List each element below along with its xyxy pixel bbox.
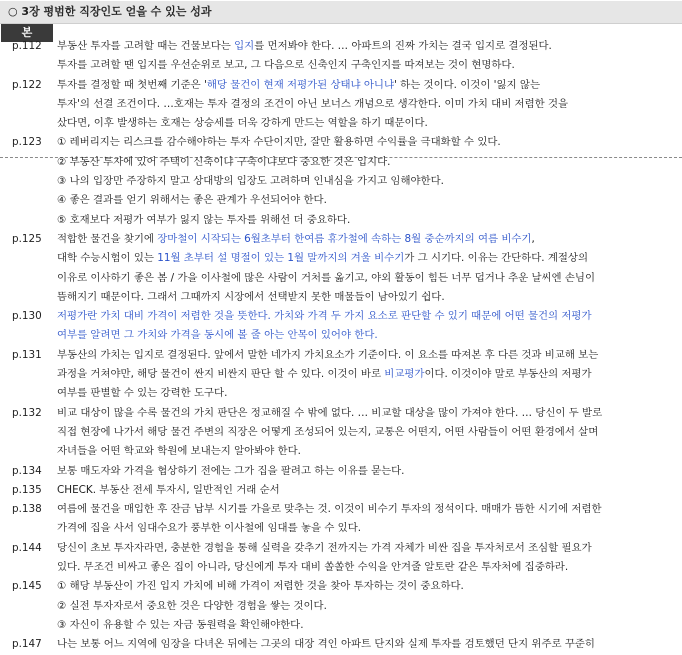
note-line xyxy=(57,172,682,191)
note-text xyxy=(57,539,682,578)
page-reference: p.147 xyxy=(12,638,42,651)
page-reference: p.131 xyxy=(12,348,42,361)
note-entry xyxy=(0,346,682,404)
text-segment: 나는 보통 어느 지역에 임장을 다녀온 뒤에는 그곳의 대장 격인 아파트 단지와 실제 투자를 검토했던 단지 위주로 꾸준히 xyxy=(57,638,595,651)
page-reference: p.130 xyxy=(12,310,42,323)
note-line xyxy=(57,191,682,210)
note-line xyxy=(57,230,682,249)
note-line xyxy=(57,211,682,230)
note-text xyxy=(57,346,682,404)
highlighted-text: 여부를 알려면 그 가치와 가격을 동시에 볼 줄 아는 안목이 있어야 한다. xyxy=(57,329,378,342)
page-reference: p.145 xyxy=(12,580,42,593)
text-segment: 를 먼저봐야 한다. … 아파트의 진짜 가치는 결국 입지로 결정된다. xyxy=(254,40,552,52)
text-segment: ④ 좋은 결과를 얻기 위해서는 좋은 관계가 우선되어야 한다. xyxy=(57,194,327,207)
note-entry xyxy=(0,37,682,76)
note-line xyxy=(57,249,682,268)
note-line xyxy=(57,423,682,442)
text-segment: 당신이 초보 투자자라면, 충분한 경험을 통해 실력을 갖추기 전까지는 가격 자체가 비싼 집을 투자처로서 조심할 필요가 xyxy=(57,541,592,554)
note-text xyxy=(57,577,682,635)
text-segment: 여부를 판별할 수 있는 강력한 도구다. xyxy=(57,387,228,400)
note-text xyxy=(57,37,682,76)
highlighted-text: 해당 물건이 현재 저평가된 상태냐 아니냐 xyxy=(206,78,395,91)
note-line xyxy=(57,481,682,500)
note-line xyxy=(57,37,682,56)
text-segment: 이다. 이것이야 말로 부동산의 저평가 xyxy=(424,368,592,381)
note-line xyxy=(57,114,682,133)
text-segment: 뜸해지기 때문이다. 그래서 그때까지 시장에서 선택받지 못한 매물들이 남아있기 쉽다. xyxy=(57,290,445,303)
note-text xyxy=(57,500,682,539)
highlighted-text: 입지 xyxy=(234,40,255,52)
highlighted-text: 11월 초부터 설 명절이 있는 1월 말까지의 겨울 비수기 xyxy=(157,252,405,265)
note-line xyxy=(57,56,682,75)
page-reference: p.138 xyxy=(12,503,42,516)
note-line xyxy=(57,539,682,558)
note-line xyxy=(57,288,682,307)
note-line xyxy=(57,558,682,577)
note-entry xyxy=(0,500,682,539)
note-entry xyxy=(0,577,682,635)
note-entry xyxy=(0,76,682,134)
text-segment: ② 실전 투자자로서 중요한 것은 다양한 경험을 쌓는 것이다. xyxy=(57,599,327,612)
note-line xyxy=(57,133,682,152)
note-entry xyxy=(0,230,682,307)
text-segment: 투자'의 선결 조건이다. …호재는 투자 결정의 조건이 아닌 보너스 개념으로 생각한다. 이미 가치 대비 저렴한 것을 xyxy=(57,97,569,110)
page-reference: p.135 xyxy=(12,483,42,496)
page-reference: p.123 xyxy=(12,136,42,149)
note-line xyxy=(57,269,682,288)
text-segment: 가격에 집을 사서 임대수요가 풍부한 이사철에 임대를 놓을 수 있다. xyxy=(57,522,362,535)
note-text xyxy=(57,76,682,134)
page-reference: p.122 xyxy=(12,78,42,91)
highlighted-text: 장마철이 시작되는 6월초부터 한여름 휴가철에 속하는 8월 중순까지의 여름 비수기 xyxy=(157,232,532,245)
text-segment: ③ 나의 입장만 주장하지 말고 상대방의 입장도 고려하며 인내심을 가지고 임해야한다. xyxy=(57,175,444,188)
note-line xyxy=(57,616,682,635)
note-entry xyxy=(0,462,682,481)
text-segment: 있다. 무조건 비싸고 좋은 집이 아니라, 당신에게 투자 대비 쏠쏠한 수익을 안겨줄 알토란 같은 투자처에 집중하라. xyxy=(57,561,569,574)
text-segment: 자녀들을 어떤 학교와 학원에 보내는지 알아봐야 한다. xyxy=(57,445,301,458)
note-line xyxy=(57,365,682,384)
note-text xyxy=(57,404,682,462)
highlighted-text: 저평가란 가치 대비 가격이 저렴한 것을 뜻한다. 가치와 가격 두 가지 요소로 판단할 수 있기 때문에 어떤 물건의 저평가 xyxy=(57,310,592,323)
text-segment: CHECK. 부동산 전세 투자시, 일반적인 거래 순서 xyxy=(57,483,280,496)
section-tag: 본 xyxy=(1,24,53,42)
highlighted-text: 비교평가 xyxy=(384,368,425,381)
note-text xyxy=(57,133,682,229)
text-segment: 대학 수능시험이 있는 xyxy=(57,252,158,265)
note-entry xyxy=(0,539,682,578)
note-entry xyxy=(0,481,682,500)
text-segment: 이유로 이사하기 좋은 봄 / 가을 이사철에 많은 사람이 거처를 옮기고, 야외 활동이 힘든 너무 덥거나 추운 날씨엔 손님이 xyxy=(57,271,596,284)
text-segment: 과정을 거쳐야만, 해당 물건이 싼지 비싼지 판단 할 수 있다. 이것이 바로 xyxy=(57,368,385,381)
note-line xyxy=(57,153,682,172)
chapter-title: ○ 3장 평범한 직장인도 얻을 수 있는 성과 xyxy=(8,5,212,18)
text-segment: 샀다면, 이후 발생하는 호재는 상승세를 더욱 강하게 만드는 역할을 하기 때문이다. xyxy=(57,117,428,130)
note-text xyxy=(57,307,682,346)
text-segment: 적합한 물건을 찾기에 xyxy=(57,232,158,245)
text-segment: 부동산 투자를 고려할 때는 건물보다는 xyxy=(57,40,235,52)
notes-list xyxy=(0,37,682,655)
note-entry xyxy=(0,307,682,346)
note-text xyxy=(57,481,682,500)
page-reference: p.125 xyxy=(12,232,42,245)
text-segment: 보통 매도자와 가격을 협상하기 전에는 그가 집을 팔려고 하는 이유를 묻는다. xyxy=(57,464,405,477)
text-segment: 직접 현장에 나가서 해당 물건 주변의 직장은 어떻게 조성되어 있는지, 교통은 어떤지, 어떤 사람들이 어떤 환경에서 살며 xyxy=(57,425,599,438)
note-line xyxy=(57,597,682,616)
page-reference: p.144 xyxy=(12,541,42,554)
note-line xyxy=(57,95,682,114)
note-entry xyxy=(0,404,682,462)
note-line xyxy=(57,307,682,326)
note-line xyxy=(57,76,682,95)
text-segment: ① 레버리지는 리스크를 감수해야하는 투자 수단이지만, 잘만 활용하면 수익률을 극대화할 수 있다. xyxy=(57,136,501,149)
note-line xyxy=(57,462,682,481)
note-line xyxy=(57,404,682,423)
text-segment: 비교 대상이 많을 수록 물건의 가치 판단은 정교해질 수 밖에 없다. … 비교할 대상을 많이 가져야 한다. … 당신이 두 발로 xyxy=(57,406,603,419)
note-line xyxy=(57,519,682,538)
page-reference: p.134 xyxy=(12,464,42,477)
text-segment: ① 해당 부동산이 가진 입지 가치에 비해 가격이 저렴한 것을 찾아 투자하는 것이 중요하다. xyxy=(57,580,464,593)
text-segment: , xyxy=(531,232,535,245)
note-line xyxy=(57,346,682,365)
text-segment: ③ 자신이 유용할 수 있는 자금 동원력을 확인해야한다. xyxy=(57,618,304,631)
chapter-header xyxy=(0,1,682,24)
note-line xyxy=(57,326,682,345)
note-line xyxy=(57,577,682,596)
text-segment: 투자를 결정할 때 첫번째 기준은 ' xyxy=(57,78,207,91)
text-segment: ② 부동산 투자에 있어 주택이 신축이냐 구축이냐보다 중요한 것은 입지다. xyxy=(57,155,391,168)
note-text xyxy=(57,462,682,481)
text-segment: ⑤ 호재보다 저평가 여부가 잃지 않는 투자를 위해선 더 중요하다. xyxy=(57,213,351,226)
page-reference: p.112 xyxy=(12,40,42,52)
text-segment: ' 하는 것이다. 이것이 '잃지 않는 xyxy=(394,78,540,91)
note-text xyxy=(57,230,682,307)
text-segment: 투자를 고려할 땐 입지를 우선순위로 보고, 그 다음으로 신축인지 구축인지를 따져보는 것이 현명하다. xyxy=(57,59,515,72)
page-reference: p.132 xyxy=(12,406,42,419)
text-segment: 가 그 시기다. 이유는 간단하다. 계절상의 xyxy=(404,252,588,265)
note-line xyxy=(57,500,682,519)
text-segment: 여름에 물건을 매입한 후 잔금 납부 시기를 가을로 맞추는 것. 이것이 비수기 투자의 정석이다. 매매가 뜸한 시기에 저렴한 xyxy=(57,503,602,516)
note-line xyxy=(57,442,682,461)
note-line xyxy=(57,384,682,403)
text-segment: 부동산의 가치는 입지로 결정된다. 앞에서 말한 네가지 가치요소가 기준이다. 이 요소를 따져본 후 다른 것과 비교해 보는 xyxy=(57,348,599,361)
note-entry xyxy=(0,133,682,229)
